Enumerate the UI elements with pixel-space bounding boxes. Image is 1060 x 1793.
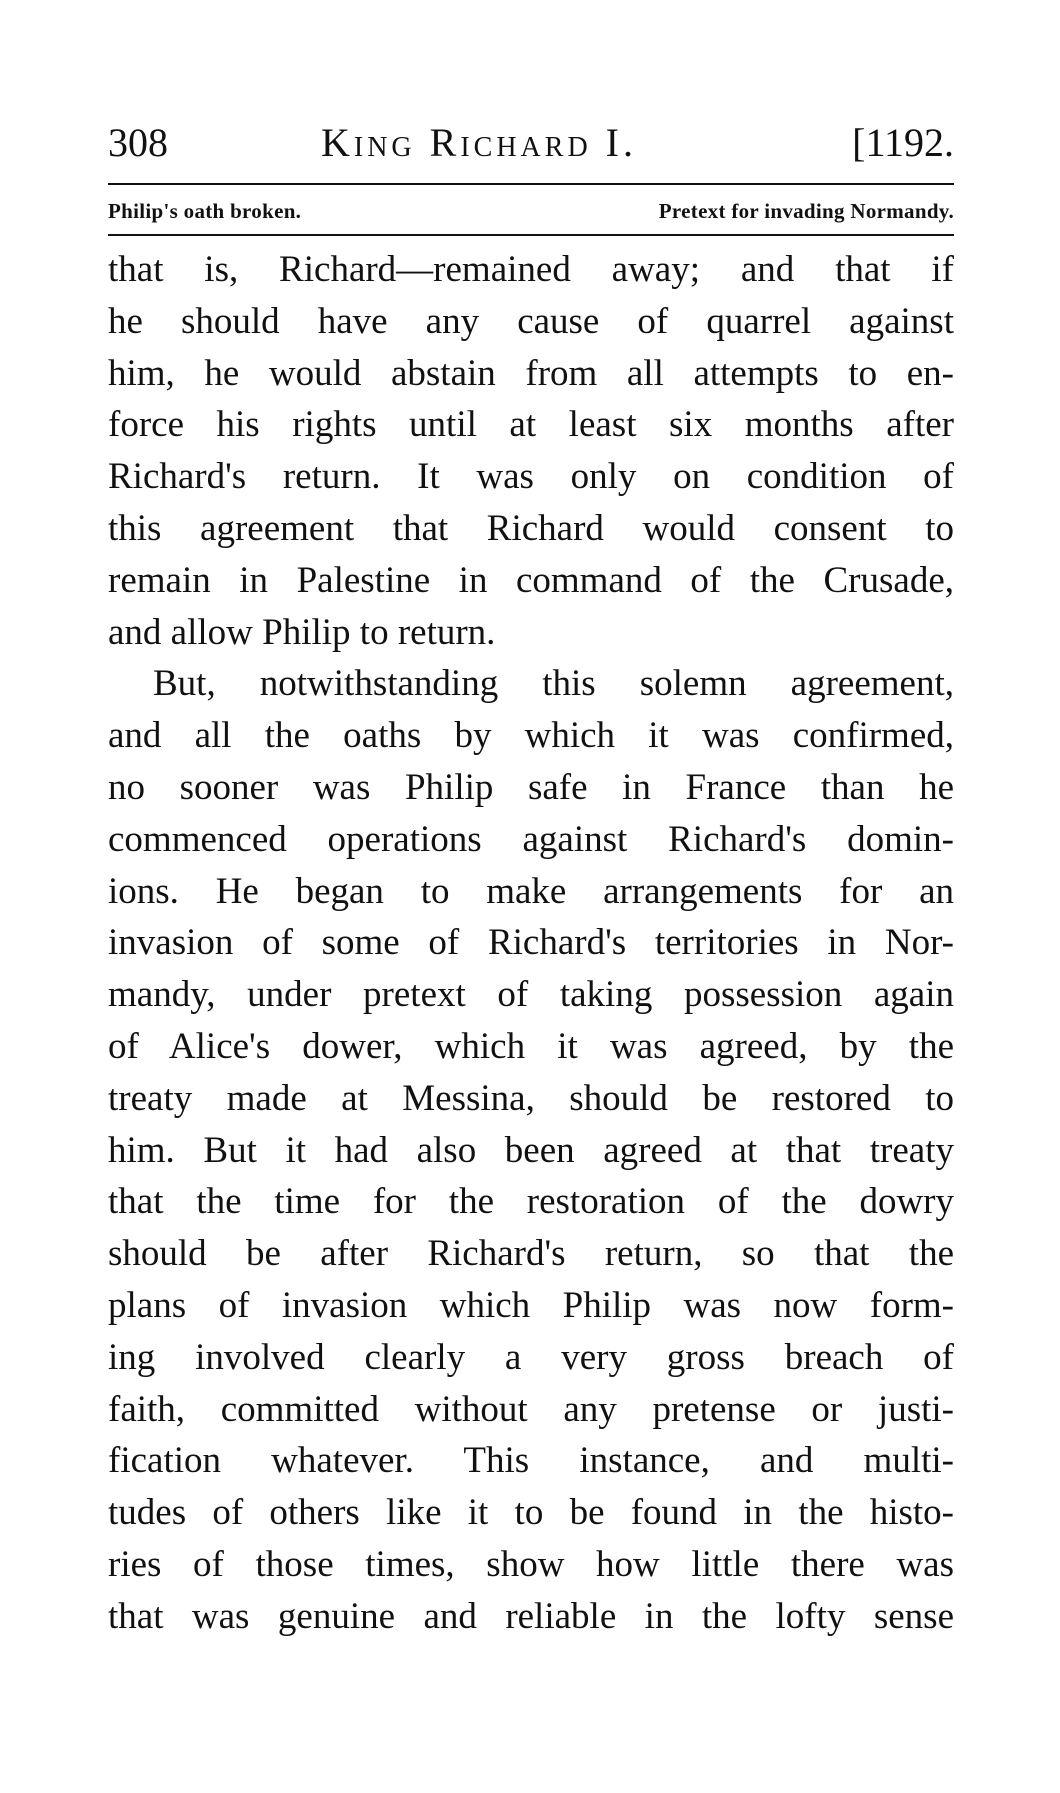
margin-notes (108, 194, 954, 228)
text-line: ries of those times, show how little there was (108, 1543, 954, 1585)
header-rule-top (108, 183, 954, 185)
page-number: 308 (108, 120, 168, 165)
text-line: mandy, under pretext of taking possession again (108, 974, 954, 1016)
running-head (108, 118, 954, 168)
text-line: no sooner was Philip safe in France than he (108, 766, 954, 808)
text-line: fication whatever. This instance, and multi- (108, 1440, 954, 1482)
text-line: Richard's return. It was only on condition of (108, 456, 954, 498)
text-line: plans of invasion which Philip was now form- (108, 1284, 954, 1326)
running-title: King Richard I. (321, 120, 637, 165)
text-line: him, he would abstain from all attempts to en- (108, 352, 954, 394)
text-line: ions. He began to make arrangements for an (108, 870, 954, 912)
text-line: commenced operations against Richard's domin- (108, 818, 954, 860)
text-line: tudes of others like it to be found in the histo- (108, 1492, 954, 1534)
text-line: treaty made at Messina, should be restored to (108, 1077, 954, 1119)
paragraph-end-line: and allow Philip to return. (108, 611, 496, 653)
body-text (108, 244, 954, 1643)
text-line: that the time for the restoration of the dowry (108, 1181, 954, 1223)
margin-note-right: Pretext for invading Normandy. (658, 199, 954, 223)
text-line: force his rights until at least six months after (108, 404, 954, 446)
text-line: faith, committed without any pretense or justi- (108, 1388, 954, 1430)
text-line: invasion of some of Richard's territories in Nor- (108, 922, 954, 964)
text-line: and all the oaths by which it was confirmed, (108, 715, 954, 757)
header-rule-bottom (108, 234, 954, 236)
text-line: ing involved clearly a very gross breach of (108, 1336, 954, 1378)
text-line: of Alice's dower, which it was agreed, by the (108, 1025, 954, 1067)
text-line: that was genuine and reliable in the lofty sense (108, 1595, 954, 1637)
running-year: [1192. (852, 120, 954, 165)
text-line: that is, Richard—remained away; and that if (108, 249, 954, 290)
text-line: he should have any cause of quarrel against (108, 300, 954, 342)
text-line: this agreement that Richard would consent to (108, 507, 954, 549)
text-line: him. But it had also been agreed at that treaty (108, 1129, 954, 1171)
paragraph-first-line: But, notwithstanding this solemn agreement, (153, 663, 954, 705)
text-line: remain in Palestine in command of the Crusade, (108, 559, 954, 601)
margin-note-left: Philip's oath broken. (108, 199, 302, 223)
text-line: should be after Richard's return, so that the (108, 1233, 954, 1275)
